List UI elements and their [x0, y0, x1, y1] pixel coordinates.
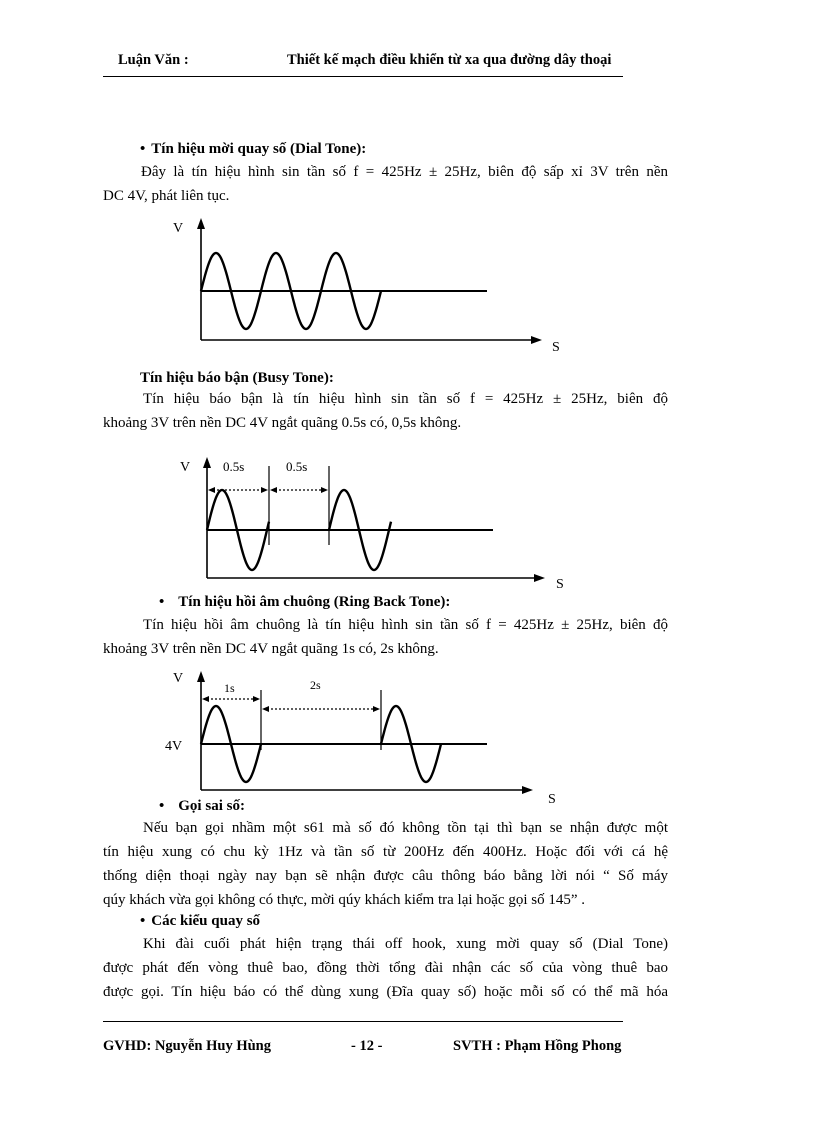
bullet-icon: • — [140, 913, 146, 929]
wrong-number-heading: • Gọi sai số: — [159, 798, 245, 814]
ring-dim-arrow-right-icon — [373, 706, 380, 712]
dial-types-paragraph — [103, 932, 668, 1004]
bullet-icon: • — [159, 798, 165, 814]
busy-tone-heading: Tín hiệu báo bận (Busy Tone): — [140, 370, 334, 386]
busy-tone-line2: khoảng 3V trên nền DC 4V ngắt quãng 0.5s có, 0,5s không. — [103, 415, 462, 431]
dial-types-line2: được phát đến vòng thuê bao, đồng thời tổng đài nhận các số của vòng thuê bao — [103, 960, 668, 976]
dial-types-heading: • Các kiểu quay số — [140, 913, 261, 929]
ring-back-heading: • Tín hiệu hồi âm chuông (Ring Back Tone): — [159, 594, 451, 610]
busy-interval-1-label: 0.5s — [223, 459, 245, 474]
footer-divider — [103, 1021, 623, 1022]
footer-page-number: - 12 - — [351, 1038, 383, 1054]
dial-x-label: S — [552, 340, 560, 355]
dial-types-line1: Khi đài cuối phát hiện trạng thái off hook, xung mời quay số (Dial Tone) — [143, 936, 668, 952]
footer-student: SVTH : Phạm Hồng Phong — [453, 1038, 622, 1054]
header-title: Thiết kế mạch điều khiển từ xa qua đường dây thoại — [287, 52, 612, 68]
dial-types-line3: được gọi. Tín hiệu báo có thể dùng xung (Đĩa quay số) hoặc mỗi số có thể mã hóa — [103, 984, 668, 1000]
ring-y-label: V — [173, 671, 184, 686]
wrong-number-line3: thống diện thoại ngày nay bạn sẽ nhận được câu thông báo bằng lời nói “ Số máy — [103, 868, 668, 884]
ring-level-label: 4V — [165, 739, 183, 754]
ring-back-line2: khoảng 3V trên nền DC 4V ngắt quãng 1s có, 2s không. — [103, 641, 439, 657]
busy-x-label: S — [556, 577, 564, 592]
ring-back-line1: Tín hiệu hồi âm chuông là tín hiệu hình sin tần số f = 425Hz ± 25Hz, biên độ — [143, 617, 668, 633]
busy-interval-2-label: 0.5s — [286, 459, 308, 474]
wrong-number-line1: Nếu bạn gọi nhầm một s61 mà số đó không tồn tại thì bạn se nhận được một — [143, 820, 668, 836]
ring-interval-2-label: 2s — [310, 678, 321, 692]
dial-y-label: V — [173, 221, 184, 236]
busy-y-label: V — [180, 460, 191, 475]
ring-dim-arrow-left-icon — [262, 706, 269, 712]
dial-tone-heading: • Tín hiệu mời quay số (Dial Tone): — [140, 141, 367, 157]
bullet-icon: • — [140, 141, 146, 157]
dial-tone-line1: Đây là tín hiệu hình sin tần số f = 425Hz ± 25Hz, biên độ sấp xỉ 3V trên nền — [141, 164, 668, 180]
wrong-number-line4: qúy khách vừa gọi không có thực, mời qúy khách kiểm tra lại hoặc gọi số 145” . — [103, 892, 585, 908]
ring-y-arrow-icon — [197, 671, 205, 682]
footer-advisor: GVHD: Nguyễn Huy Hùng — [103, 1038, 271, 1054]
ring-dim-arrow-right-icon — [253, 696, 260, 702]
header-label: Luận Văn : — [118, 52, 189, 68]
ring-x-arrow-icon — [522, 786, 533, 794]
wrong-number-line2: tín hiệu xung có chu kỳ 1Hz và tần số từ 200Hz đến 400Hz. Hoặc đối với cá hệ — [103, 844, 668, 860]
busy-tone-line1: Tín hiệu báo bận là tín hiệu hình sin tần số f = 425Hz ± 25Hz, biên độ — [143, 391, 668, 407]
wrong-number-paragraph — [103, 816, 668, 912]
ring-x-label: S — [548, 792, 556, 807]
bullet-icon: • — [159, 594, 165, 610]
dial-tone-line2: DC 4V, phát liên tục. — [103, 188, 230, 204]
ring-interval-1-label: 1s — [224, 681, 235, 695]
ring-dim-arrow-left-icon — [202, 696, 209, 702]
